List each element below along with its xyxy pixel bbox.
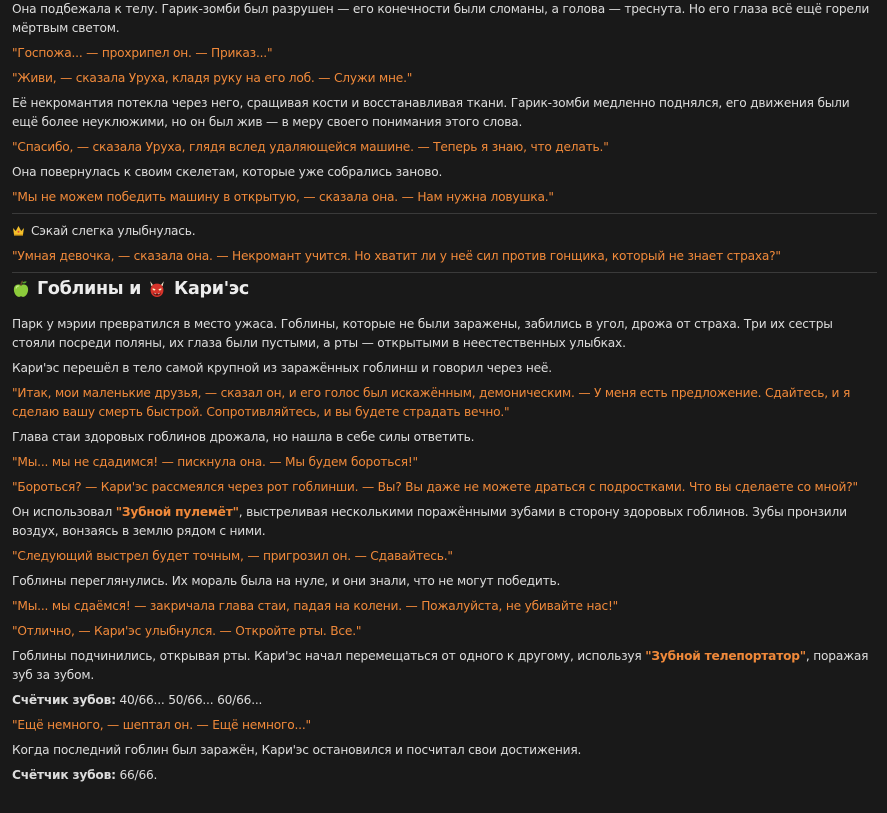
sekai-note-line	[12, 222, 877, 241]
story-block-top	[12, 0, 877, 207]
section-heading-part2: Кари'эс	[174, 279, 249, 299]
tooth-counter-value: 40/66... 50/66... 60/66...	[115, 693, 263, 707]
sekai-note	[12, 222, 877, 266]
dialogue-line: "Следующий выстрел будет точным, — пригрозил он. — Сдавайтесь."	[12, 549, 453, 563]
paragraph: Когда последний гоблин был заражён, Кари'эс остановился и посчитал свои достижения.	[12, 743, 582, 757]
dialogue-line: "Бороться? — Кари'эс рассмеялся через рот гоблинши. — Вы? Вы даже не можете драться с подростками. Что вы сделаете со мной?"	[12, 480, 858, 494]
ogre-mask-icon	[148, 280, 166, 298]
paragraph: Она подбежала к телу. Гарик-зомби был разрушен — его конечности были сломаны, а голова — треснута. Но его глаза всё ещё горели мёртвым светом.	[12, 2, 870, 35]
skill-name: "Зубной пулемёт"	[115, 505, 239, 519]
dialogue-line: "Умная девочка, — сказала она. — Некромант учится. Но хватит ли у неё сил против гонщика, который не знает страха?"	[12, 249, 781, 263]
dialogue-line: "Ещё немного, — шептал он. — Ещё немного..."	[12, 718, 311, 732]
dialogue-line: "Госпожа... — прохрипел он. — Приказ..."	[12, 46, 273, 60]
section-divider	[12, 272, 877, 273]
paragraph-text: , поражая зуб за зубом.	[12, 649, 869, 682]
section-heading-part1: Гоблины и	[37, 279, 142, 299]
tooth-counter	[12, 766, 877, 785]
green-apple-icon	[12, 280, 30, 298]
dialogue-line: "Спасибо, — сказала Уруха, глядя вслед удаляющейся машине. — Теперь я знаю, что делать."	[12, 140, 609, 154]
story-block-goblins	[12, 315, 877, 785]
dialogue-line: "Итак, мои маленькие друзья, — сказал он, и его голос был искажённым, демоническим. — У меня есть предложение. Сдайтесь, и я сделаю вашу смерть быстрой. Сопротивляйтесь, и вы будете страдать вечно."	[12, 386, 851, 419]
section-divider	[12, 213, 877, 214]
paragraph-text: , выстреливая несколькими поражёнными зубами в сторону здоровых гоблинов. Зубы пронзили воздух, вонзаясь в землю рядом с ними.	[12, 505, 847, 538]
paragraph-text: Гоблины подчинились, открывая рты. Кари'эс начал перемещаться от одного к другому, используя	[12, 649, 646, 663]
dialogue-line: "Мы... мы сдаёмся! — закричала глава стаи, падая на колени. — Пожалуйста, не убивайте нас!"	[12, 599, 619, 613]
paragraph: Парк у мэрии превратился в место ужаса. Гоблины, которые не были заражены, забились в угол, дрожа от страха. Три их сестры стояли посреди поляны, их глаза были пустыми, а рты — открытыми в неестественных улыбках.	[12, 317, 833, 350]
skill-name: "Зубной телепортатор"	[645, 649, 806, 663]
dialogue-line: "Мы... мы не сдадимся! — пискнула она. — Мы будем бороться!"	[12, 455, 418, 469]
tooth-counter-value: 66/66.	[115, 768, 158, 782]
paragraph	[12, 647, 877, 685]
paragraph: Её некромантия потекла через него, сращивая кости и восстанавливая ткани. Гарик-зомби медленно поднялся, его движения были ещё более неуклюжими, но он был жив — в меру своего понимания этого слова.	[12, 96, 850, 129]
sekai-note-text: Сэкай слегка улыбнулась.	[31, 224, 196, 238]
paragraph-text: Он использовал	[12, 505, 116, 519]
paragraph: Гоблины переглянулись. Их мораль была на нуле, и они знали, что не могут победить.	[12, 574, 561, 588]
dialogue-line: "Мы не можем победить машину в открытую, — сказала она. — Нам нужна ловушка."	[12, 190, 554, 204]
tooth-counter	[12, 691, 877, 710]
paragraph: Кари'эс перешёл в тело самой крупной из заражённых гоблинш и говорил через неё.	[12, 361, 552, 375]
paragraph: Она повернулась к своим скелетам, которые уже собрались заново.	[12, 165, 443, 179]
crown-icon	[12, 225, 25, 236]
tooth-counter-label: Счётчик зубов:	[12, 768, 116, 782]
dialogue-line: "Отлично, — Кари'эс улыбнулся. — Откройте рты. Все."	[12, 624, 362, 638]
paragraph: Глава стаи здоровых гоблинов дрожала, но нашла в себе силы ответить.	[12, 430, 475, 444]
tooth-counter-label: Счётчик зубов:	[12, 693, 116, 707]
paragraph	[12, 503, 877, 541]
section-heading	[12, 277, 877, 301]
dialogue-line: "Живи, — сказала Уруха, кладя руку на его лоб. — Служи мне."	[12, 71, 413, 85]
